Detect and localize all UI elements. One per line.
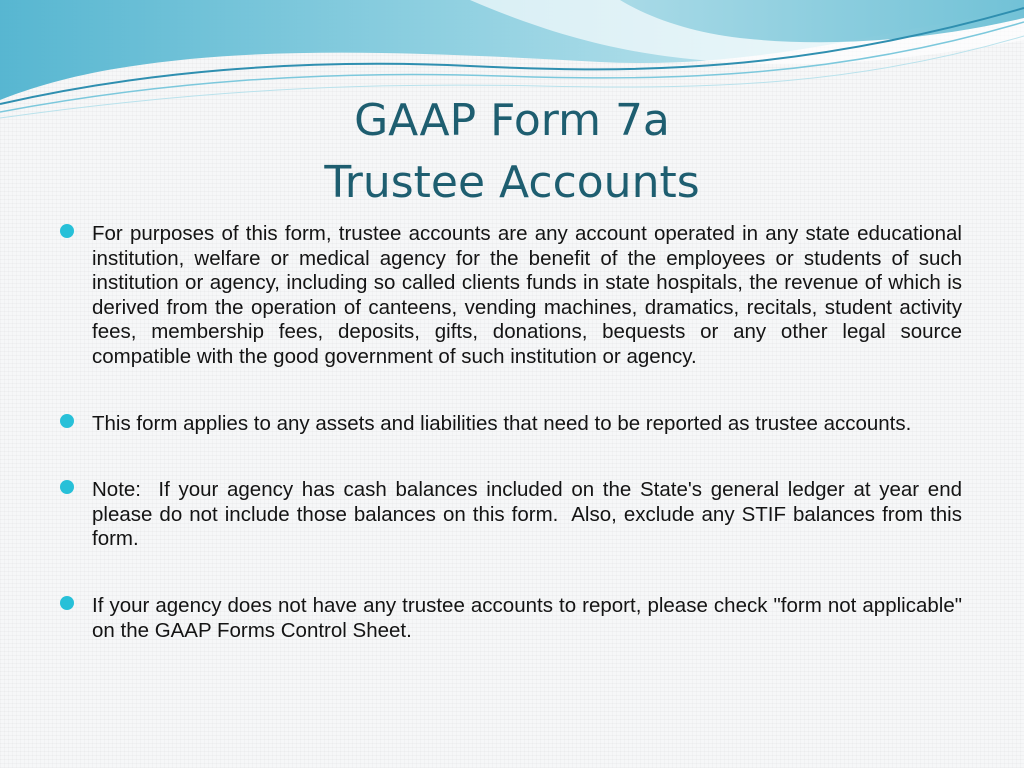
slide-title-line-1: GAAP Form 7a <box>354 95 670 146</box>
bullet-dot-icon <box>60 224 74 238</box>
slide-title <box>0 90 1024 214</box>
bullet-item <box>58 593 968 643</box>
bullet-text: Note: If your agency has cash balances included on the State's general ledger at year end please do not include those balances on this form. Also, exclude any STIF balances from this form. <box>92 478 968 551</box>
bullet-dot-icon <box>60 480 74 494</box>
bullet-text: If your agency does not have any trustee accounts to report, please check "form not applicable" on the GAAP Forms Control Sheet. <box>92 593 968 642</box>
bullet-item <box>58 222 968 370</box>
bullet-list <box>58 222 968 643</box>
slide-title-line-2: Trustee Accounts <box>324 157 700 208</box>
bullet-item <box>58 412 962 437</box>
bullet-item <box>58 478 968 552</box>
bullet-text: This form applies to any assets and liabilities that need to be reported as trustee accounts. <box>92 411 912 435</box>
bullet-dot-icon <box>60 596 74 610</box>
bullet-dot-icon <box>60 414 74 428</box>
bullet-text: For purposes of this form, trustee accounts are any account operated in any state educational institution, welfare or medical agency for the benefit of the employees or students of such institution or agency, including so called clients funds in state hospitals, the revenue of which is derived from the operation of canteens, vending machines, dramatics, recitals, student activity fees, membership fees, deposits, gifts, donations, bequests or any other legal source compatible with the good government of such institution or agency. <box>92 222 968 368</box>
